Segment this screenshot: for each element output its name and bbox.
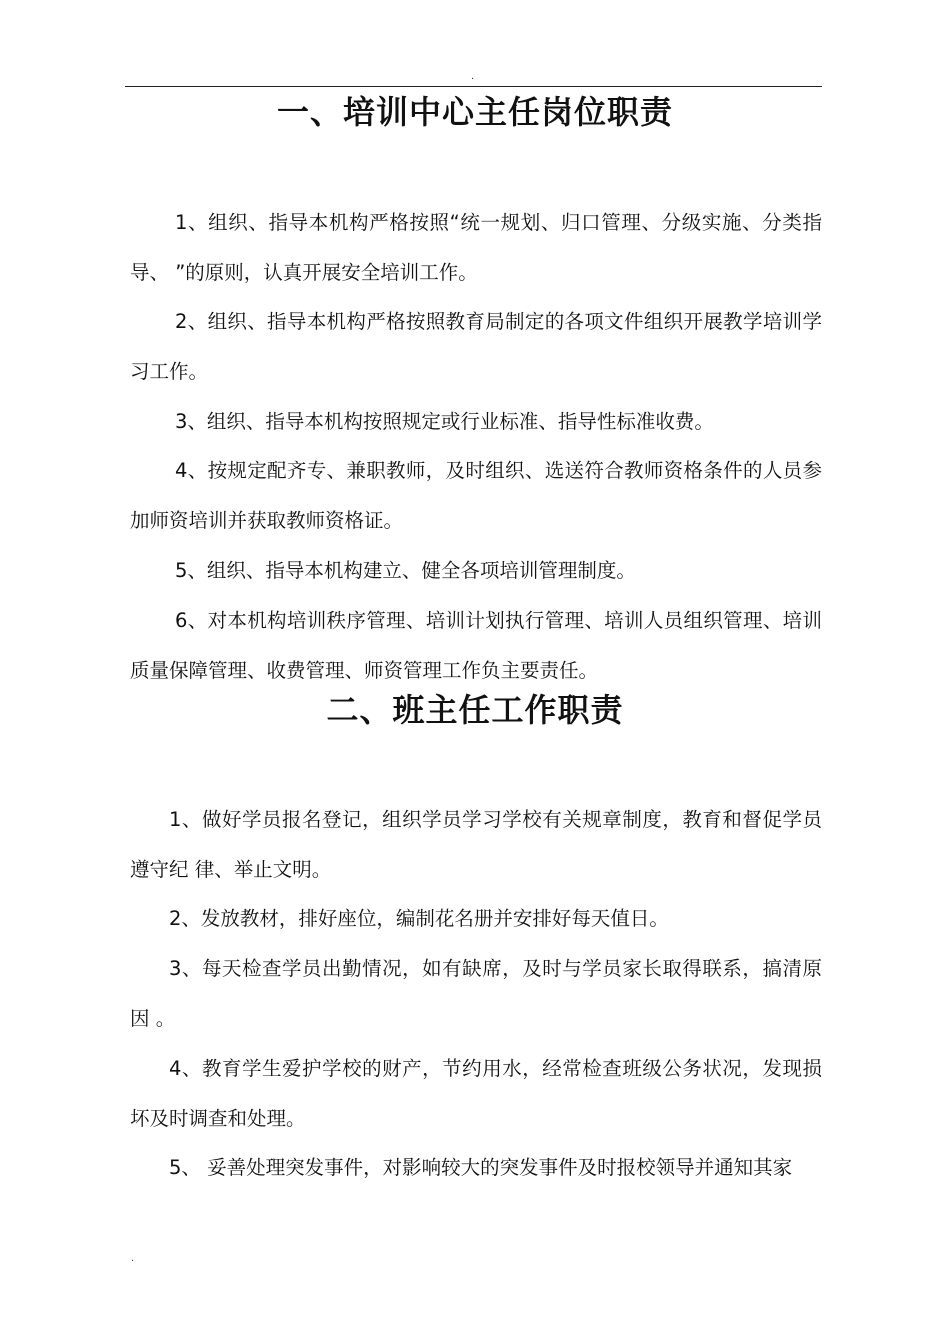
header-rule — [125, 86, 822, 87]
duty-item: 5、 妥善处理突发事件，对影响较大的突发事件及时报校领导并通知其家 — [169, 1156, 793, 1179]
section-title-class-teacher: 二、班主任工作职责 — [326, 691, 624, 729]
duty-item: 2、组织、指导本机构严格按照教育局制定的各项文件组织开展教学培训学习工作。 — [130, 310, 822, 383]
duty-item: 4、教育学生爱护学校的财产，节约用水，经常检查班级公务状况，发现损坏及时调查和处理。 — [130, 1057, 822, 1130]
duty-item: 1、做好学员报名登记，组织学员学习学校有关规章制度，教育和督促学员遵守纪 律、举止文明。 — [130, 808, 822, 881]
duty-item: 6、对本机构培训秩序管理、培训计划执行管理、培训人员组织管理、培训质量保障管理、收费管理、师资管理工作负主要责任。 — [130, 609, 822, 682]
duty-item: 2、发放教材，排好座位，编制花名册并安排好每天值日。 — [169, 907, 669, 930]
section-title-center-director: 一、培训中心主任岗位职责 — [276, 93, 673, 131]
duty-item: 3、每天检查学员出勤情况，如有缺席，及时与学员家长取得联系，搞清原因 。 — [130, 957, 822, 1030]
duty-item: 4、按规定配齐专、兼职教师，及时组织、选送符合教师资格条件的人员参加师资培训并获取教师资格证。 — [130, 459, 822, 532]
header-mark: . — [471, 71, 475, 82]
duty-item: 5、组织、指导本机构建立、健全各项培训管理制度。 — [175, 559, 636, 582]
footer-mark: . — [131, 1253, 135, 1264]
duty-item: 1、组织、指导本机构严格按照“统一规划、归口管理、分级实施、分类指导、 ”的原则，认真开展安全培训工作。 — [130, 211, 822, 284]
duty-item: 3、组织、指导本机构按照规定或行业标准、指导性标准收费。 — [175, 410, 714, 433]
